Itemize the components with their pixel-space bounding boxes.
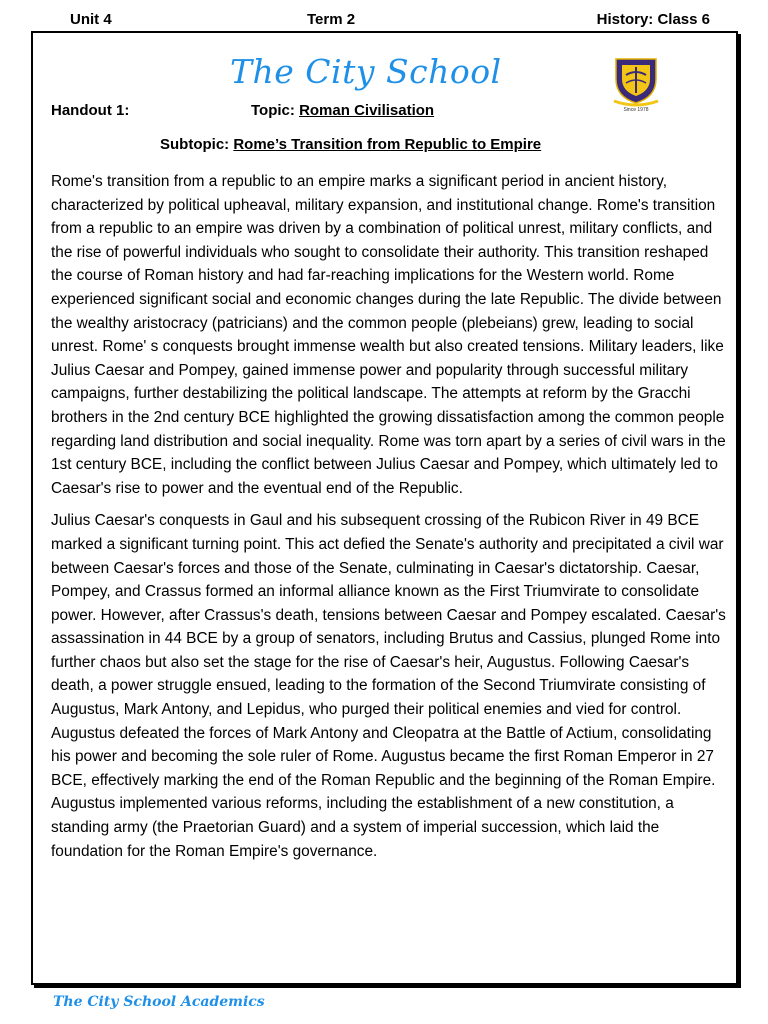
school-crest-icon [612,53,660,113]
handout-label: Handout 1: [51,102,130,119]
logo-caption: Since 1978 [623,107,649,113]
subtopic-line [160,136,541,153]
unit-label: Unit 4 [70,11,112,28]
school-logo [612,53,660,113]
class-label: History: Class 6 [596,11,710,28]
topic-name: Roman Civilisation [299,102,435,119]
body-paragraph: Julius Caesar's conquests in Gaul and his subsequent crossing of the Rubicon River in 49 BCE marked a significant turning point. This act defied the Senate's authority and precipitated a civil war between Caesar's forces and those of the Senate, culminating in Caesar's dictatorship. Caesar, Pompey, and Crassus formed an informal alliance known as the First Triumvirate to consolidate power. However, after Crassus's death, tensions between Caesar and Pompey escalated. Caesar's assassination in 44 BCE by a group of senators, including Brutus and Cassius, plunged Rome into further chaos but also set the stage for the rise of Caesar's heir, Augustus. Following Caesar's death, a power struggle ensued, leading to the formation of the Second Triumvirate consisting of Augustus, Mark Antony, and Lepidus, who purged their political enemies and vied for control. Augustus defeated the forces of Mark Antony and Cleopatra at the Battle of Actium, consolidating his power and becoming the sole ruler of Rome. Augustus became the first Roman Emperor in 27 BCE, effectively marking the end of the Roman Republic and the beginning of the Roman Empire. Augustus implemented various reforms, including the establishment of a new constitution, a standing army (the Praetorian Guard) and a system of imperial succession, which laid the foundation for the Roman Empire's governance. [51,512,726,860]
topic-line [251,102,434,119]
page-header [0,9,768,31]
school-title: The City School [230,52,502,91]
handout-body [51,170,733,872]
body-paragraph: Rome's transition from a republic to an empire marks a significant period in ancient history, characterized by political upheaval, military expansion, and institutional change. Rome's transition from a republic to an empire was driven by a combination of political unrest, military conflicts, and the rise of powerful individuals who sought to consolidate their authority. This transition reshaped the course of Roman history and had far-reaching implications for the Western world. Rome experienced significant social and economic changes during the late Republic. The divide between the wealthy aristocracy (patricians) and the common people (plebeians) grew, leading to social unrest. Rome' s conquests brought immense wealth but also created tensions. Military leaders, like Julius Caesar and Pompey, gained immense power and popularity through successful military campaigns, further destabilizing the political landscape. The attempts at reform by the Gracchi brothers in the 2nd century BCE highlighted the growing dissatisfaction among the common people regarding land distribution and social inequality. Rome was torn apart by a series of civil wars in the 1st century BCE, including the conflict between Julius Caesar and Pompey, which ultimately led to Caesar's rise to power and the eventual end of the Republic. [51,173,726,497]
subtopic-name: Rome’s Transition from Republic to Empire [233,136,542,153]
subtopic-prefix: Subtopic: [160,136,230,153]
topic-prefix: Topic: [251,102,295,119]
footer-brand: The City School Academics [53,994,265,1010]
term-label: Term 2 [307,11,356,28]
